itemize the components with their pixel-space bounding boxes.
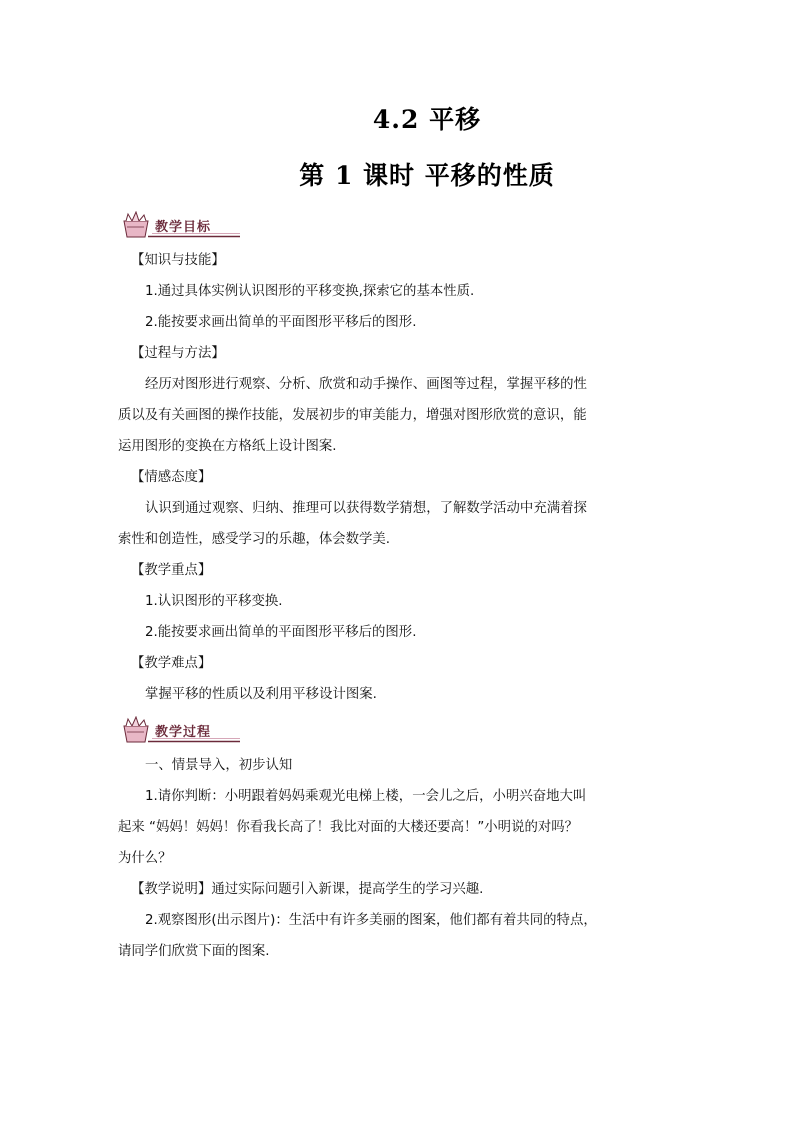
text-line: 【教学重点】: [131, 563, 212, 578]
text-line: 运用图形的变换在方格纸上设计图案.: [118, 439, 337, 454]
text-line: 2.能按要求画出简单的平面图形平移后的图形.: [145, 625, 417, 640]
text-line: 2.观察图形(出示图片)：生活中有许多美丽的图案，他们都有着共同的特点，: [145, 913, 597, 928]
page-subtitle: 第 1 课时 平移的性质: [299, 161, 555, 190]
text-line: 索性和创造性，感受学习的乐趣，体会数学美.: [118, 532, 391, 547]
section-header-objectives: [118, 211, 244, 239]
text-line: 【教学说明】通过实际问题引入新课，提高学生的学习兴趣.: [131, 882, 484, 897]
page-title: 4.2 平移: [372, 105, 482, 134]
text-line: 质以及有关画图的操作技能，发展初步的审美能力，增强对图形欣赏的意识，能: [118, 408, 587, 423]
text-line: 起来 “妈妈！妈妈！你看我长高了！我比对面的大楼还要高！”小明说的对吗？: [118, 820, 579, 835]
text-line: 一、情景导入，初步认知: [145, 758, 293, 773]
text-line: 请同学们欣赏下面的图案.: [118, 944, 270, 959]
section-header-process: [118, 716, 244, 744]
text-line: 为什么？: [118, 851, 172, 866]
section-label-process: 教学过程: [155, 725, 212, 740]
text-line: 掌握平移的性质以及利用平移设计图案.: [145, 687, 377, 702]
text-line: 1.请你判断：小明跟着妈妈乘观光电梯上楼，一会儿之后，小明兴奋地大叫: [145, 789, 587, 804]
text-line: 【教学难点】: [131, 656, 212, 671]
text-line: 1.通过具体实例认识图形的平移变换,探索它的基本性质.: [145, 284, 475, 299]
text-line: 1.认识图形的平移变换.: [145, 594, 283, 609]
text-line: 2.能按要求画出简单的平面图形平移后的图形.: [145, 315, 417, 330]
text-line: 【情感态度】: [131, 470, 212, 485]
section-label-objectives: 教学目标: [155, 220, 212, 235]
text-line: 【过程与方法】: [131, 346, 225, 361]
text-line: 【知识与技能】: [131, 253, 225, 268]
text-line: 经历对图形进行观察、分析、欣赏和动手操作、画图等过程，掌握平移的性: [145, 377, 587, 392]
text-line: 认识到通过观察、归纳、推理可以获得数学猜想，了解数学活动中充满着探: [145, 501, 587, 516]
